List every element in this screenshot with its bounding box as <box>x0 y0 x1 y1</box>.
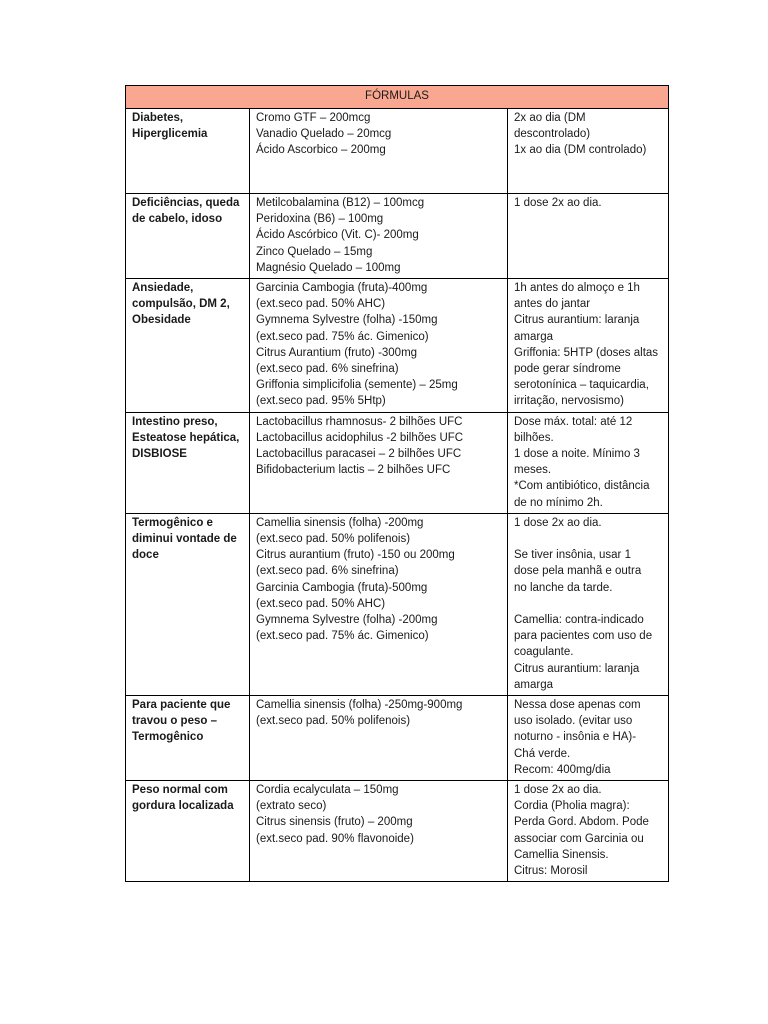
note-line: 1 dose a noite. Mínimo 3 <box>514 448 640 461</box>
note-line: 1 dose 2x ao dia. <box>514 784 602 797</box>
note-line: no lanche da tarde. <box>514 581 613 594</box>
note-line: pode gerar síndrome <box>514 363 621 376</box>
formula-line: Camellia sinensis (folha) -250mg-900mg <box>256 699 463 712</box>
table-row <box>126 781 669 882</box>
note-line: amarga <box>514 330 553 343</box>
table-header: FÓRMULAS <box>126 86 669 109</box>
formula-line: Gymnema Sylvestre (folha) -150mg <box>256 314 438 327</box>
formula-line: (ext.seco pad. 50% polifenois) <box>256 715 411 728</box>
formula-line: Cromo GTF – 200mcg <box>256 112 371 124</box>
formula-line: (ext.seco pad. 50% AHC) <box>256 597 386 610</box>
formula-line: (ext.seco pad. 90% flavonoide) <box>256 832 414 845</box>
formula-line: Camellia sinensis (folha) -200mg <box>256 516 424 529</box>
formula-line: Zinco Quelado – 15mg <box>256 245 373 258</box>
formula-line: Citrus Aurantium (fruto) -300mg <box>256 346 418 359</box>
note-line: 1 dose 2x ao dia. <box>514 516 602 529</box>
formula-line: Ácido Ascorbico – 200mg <box>256 144 386 157</box>
table-row <box>126 193 669 278</box>
condition-cell: Peso normal com gordura localizada <box>126 781 250 882</box>
note-line: de no mínimo 2h. <box>514 496 603 509</box>
note-line: noturno - insônia e HA)- <box>514 731 637 744</box>
notes-cell <box>508 279 669 413</box>
formula-line: Lactobacillus rhamnosus- 2 bilhões UFC <box>256 415 463 428</box>
table-row <box>126 513 669 695</box>
formula-line <box>256 175 502 191</box>
note-line: 1 dose 2x ao dia. <box>514 196 602 209</box>
note-line: 1x ao dia (DM controlado) <box>514 144 647 157</box>
formula-line: (ext.seco pad. 50% AHC) <box>256 298 386 311</box>
formula-line: (ext.seco pad. 50% polifenois) <box>256 533 411 546</box>
formula-cell <box>250 193 508 278</box>
formula-line: Citrus aurantium (fruto) -150 ou 200mg <box>256 549 455 562</box>
note-line: Chá verde. <box>514 747 571 760</box>
formula-line: (ext.seco pad. 6% sinefrina) <box>256 565 399 578</box>
note-line: Cordia (Pholia magra): <box>514 800 630 813</box>
formula-line: Magnésio Quelado – 100mg <box>256 261 401 274</box>
formula-line: Gymnema Sylvestre (folha) -200mg <box>256 614 438 627</box>
note-line: para pacientes com uso de <box>514 630 653 643</box>
formula-line: Peridoxina (B6) – 100mg <box>256 213 384 226</box>
notes-cell <box>508 513 669 695</box>
notes-cell <box>508 781 669 882</box>
note-line: 2x ao dia (DM <box>514 112 586 124</box>
note-line: Citrus: Morosil <box>514 865 588 878</box>
formula-cell <box>250 696 508 781</box>
condition-cell: Deficiências, queda de cabelo, idoso <box>126 193 250 278</box>
condition-cell: Ansiedade, compulsão, DM 2, Obesidade <box>126 279 250 413</box>
table-row <box>126 412 669 513</box>
formula-line: (extrato seco) <box>256 800 327 813</box>
note-line: coagulante. <box>514 646 574 659</box>
note-line: irritação, nervosismo) <box>514 395 624 408</box>
note-line: Nessa dose apenas com <box>514 699 641 712</box>
formulas-table <box>125 85 669 882</box>
formula-line <box>256 159 502 175</box>
formula-line: Garcinia Cambogia (fruta)-500mg <box>256 581 428 594</box>
formula-line: Vanadio Quelado – 20mcg <box>256 128 392 141</box>
notes-cell <box>508 696 669 781</box>
formula-line: Bifidobacterium lactis – 2 bilhões UFC <box>256 464 451 477</box>
notes-cell <box>508 412 669 513</box>
table-row <box>126 696 669 781</box>
note-line: Camellia Sinensis. <box>514 848 609 861</box>
note-line: Griffonia: 5HTP (doses altas <box>514 346 659 359</box>
note-line: serotonínica – taquicardia, <box>514 379 649 392</box>
note-line: Recom: 400mg/dia <box>514 763 611 776</box>
condition-cell: Termogênico e diminui vontade de doce <box>126 513 250 695</box>
condition-cell: Intestino preso, Esteatose hepática, DISBIOSE <box>126 412 250 513</box>
note-line: associar com Garcinia ou <box>514 832 644 845</box>
note-line: Se tiver insônia, usar 1 <box>514 549 631 562</box>
note-line: amarga <box>514 678 553 691</box>
formula-line: Lactobacillus paracasei – 2 bilhões UFC <box>256 448 462 461</box>
note-line <box>514 596 663 612</box>
formula-cell <box>250 109 508 194</box>
table-row <box>126 109 669 194</box>
condition-cell: Diabetes, Hiperglicemia <box>126 109 250 194</box>
table-header-row <box>126 86 669 109</box>
note-line: Camellia: contra-indicado <box>514 614 644 627</box>
note-line: dose pela manhã e outra <box>514 565 642 578</box>
formula-cell <box>250 781 508 882</box>
formula-line: Garcinia Cambogia (fruta)-400mg <box>256 282 428 294</box>
note-line: Citrus aurantium: laranja <box>514 314 640 327</box>
formula-line: Ácido Ascórbico (Vit. C)- 200mg <box>256 229 419 242</box>
note-line: uso isolado. (evitar uso <box>514 715 633 728</box>
note-line: *Com antibiótico, distância <box>514 480 650 493</box>
formula-line: Citrus sinensis (fruto) – 200mg <box>256 816 413 829</box>
formula-line: (ext.seco pad. 75% ác. Gimenico) <box>256 330 429 343</box>
table-row <box>126 279 669 413</box>
formula-line: (ext.seco pad. 75% ác. Gimenico) <box>256 630 429 643</box>
note-line: meses. <box>514 464 552 477</box>
note-line: Citrus aurantium: laranja <box>514 662 640 675</box>
note-line: 1h antes do almoço e 1h <box>514 282 640 294</box>
formula-line: Cordia ecalyculata – 150mg <box>256 784 399 797</box>
condition-cell: Para paciente que travou o peso – Termogênico <box>126 696 250 781</box>
note-line: antes do jantar <box>514 298 591 311</box>
note-line: bilhões. <box>514 431 554 444</box>
formula-line: Metilcobalamina (B12) – 100mcg <box>256 196 425 209</box>
formula-line: (ext.seco pad. 6% sinefrina) <box>256 363 399 376</box>
note-line: Perda Gord. Abdom. Pode <box>514 816 649 829</box>
note-line: descontrolado) <box>514 128 591 141</box>
formula-cell <box>250 513 508 695</box>
notes-cell <box>508 109 669 194</box>
formula-line: Lactobacillus acidophilus -2 bilhões UFC <box>256 431 464 444</box>
notes-cell <box>508 193 669 278</box>
formula-line: (ext.seco pad. 95% 5Htp) <box>256 395 386 408</box>
formula-line: Griffonia simplicifolia (semente) – 25mg <box>256 379 458 392</box>
formula-cell <box>250 412 508 513</box>
note-line: Dose máx. total: até 12 <box>514 415 633 428</box>
formula-cell <box>250 279 508 413</box>
note-line <box>514 531 663 547</box>
